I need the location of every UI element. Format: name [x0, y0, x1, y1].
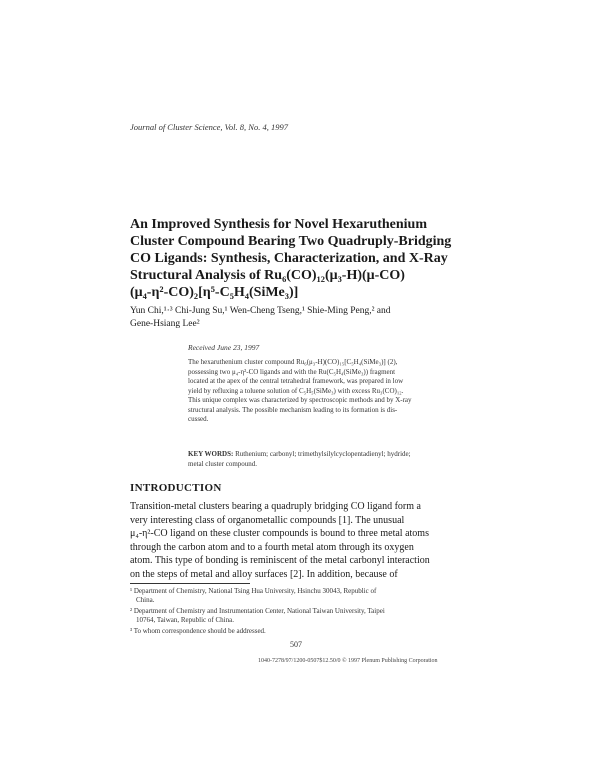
title-line: Cluster Compound Bearing Two Quadruply-Bridging [130, 234, 452, 249]
copyright-line: 1040-7278/97/1200-0507$12.50/0 © 1997 Plenum Publishing Corporation [258, 658, 438, 664]
author-list [130, 305, 470, 330]
introduction-body [130, 500, 470, 582]
body-line: μ₄-η²-CO ligand on these cluster compounds is bound to three metal atoms [130, 528, 429, 540]
abstract-line: located at the apex of the central tetrahedral framework, was prepared in low [188, 377, 404, 385]
body-line: through the carbon atom and to a fourth metal atom through its oxygen [130, 541, 414, 553]
abstract-line: cussed. [188, 415, 209, 423]
footnote-line: ² Department of Chemistry and Instrumentation Center, National Taiwan University, Taipei [130, 607, 385, 615]
keywords-label: KEY WORDS: [188, 450, 234, 458]
body-line: very interesting class of organometallic compounds [1]. The unusual [130, 514, 405, 526]
page-number: 507 [290, 640, 302, 649]
body-line: Transition-metal clusters bearing a quadruply bridging CO ligand form a [130, 501, 421, 512]
abstract-line: The hexaruthenium cluster compound Ru₆(μ₃-H)(CO)₁₅[C₅H₄(SiMe₃)] (2), [188, 358, 398, 366]
abstract-line: This unique complex was characterized by spectroscopic methods and by X-ray [188, 396, 412, 404]
author-line: Yun Chi,¹·³ Chi-Jung Su,¹ Wen-Cheng Tseng,¹ Shie-Ming Peng,² and [130, 306, 391, 316]
body-line: atom. This type of bonding is reminiscent of the metal carbonyl interaction [130, 555, 430, 567]
footnote-line: 10764, Taiwan, Republic of China. [136, 616, 234, 624]
abstract-line: possessing two μ₄-η²-CO ligands and with the Ru(C₅H₄(SiMe₃)) fragment [188, 367, 396, 376]
abstract [188, 358, 460, 425]
journal-citation: Journal of Cluster Science, Vol. 8, No. 4, 1997 [130, 122, 288, 132]
keywords-text: metal cluster compound. [188, 459, 258, 468]
abstract-line: yield by refluxing a toluene solution of C₅H₅(SiMe₃) with excess Ru₃(CO)₁₂. [188, 386, 404, 395]
title-line: An Improved Synthesis for Novel Hexaruthenium [130, 217, 428, 232]
abstract-line: structural analysis. The possible mechanism leading to its formation is dis- [188, 405, 398, 414]
title-line: (μ₄-η²-CO)₂[η⁵-C₅H₄(SiMe₃)] [130, 285, 299, 300]
footnote-line: ³ To whom correspondence should be addressed. [130, 627, 266, 635]
article-title [130, 216, 470, 301]
author-line: Gene-Hsiang Lee² [130, 318, 200, 329]
footnote-line: China. [136, 596, 155, 604]
title-line: CO Ligands: Synthesis, Characterization, and X-Ray [130, 251, 448, 266]
footnotes [130, 587, 470, 636]
footnote-line: ¹ Department of Chemistry, National Tsing Hua University, Hsinchu 30043, Republic of [130, 587, 377, 595]
footnote-divider [130, 583, 250, 584]
keywords [188, 450, 460, 469]
section-heading: INTRODUCTION [130, 482, 222, 494]
keywords-text: Ruthenium; carbonyl; trimethylsilylcyclopentadienyl; hydride; [235, 450, 411, 458]
received-date: Received June 23, 1997 [188, 343, 260, 352]
body-line: on the steps of metal and alloy surfaces [2]. In addition, because of [130, 568, 398, 580]
title-line: Structural Analysis of Ru₆(CO)₁₂(μ₃-H)(μ-CO) [130, 268, 405, 283]
